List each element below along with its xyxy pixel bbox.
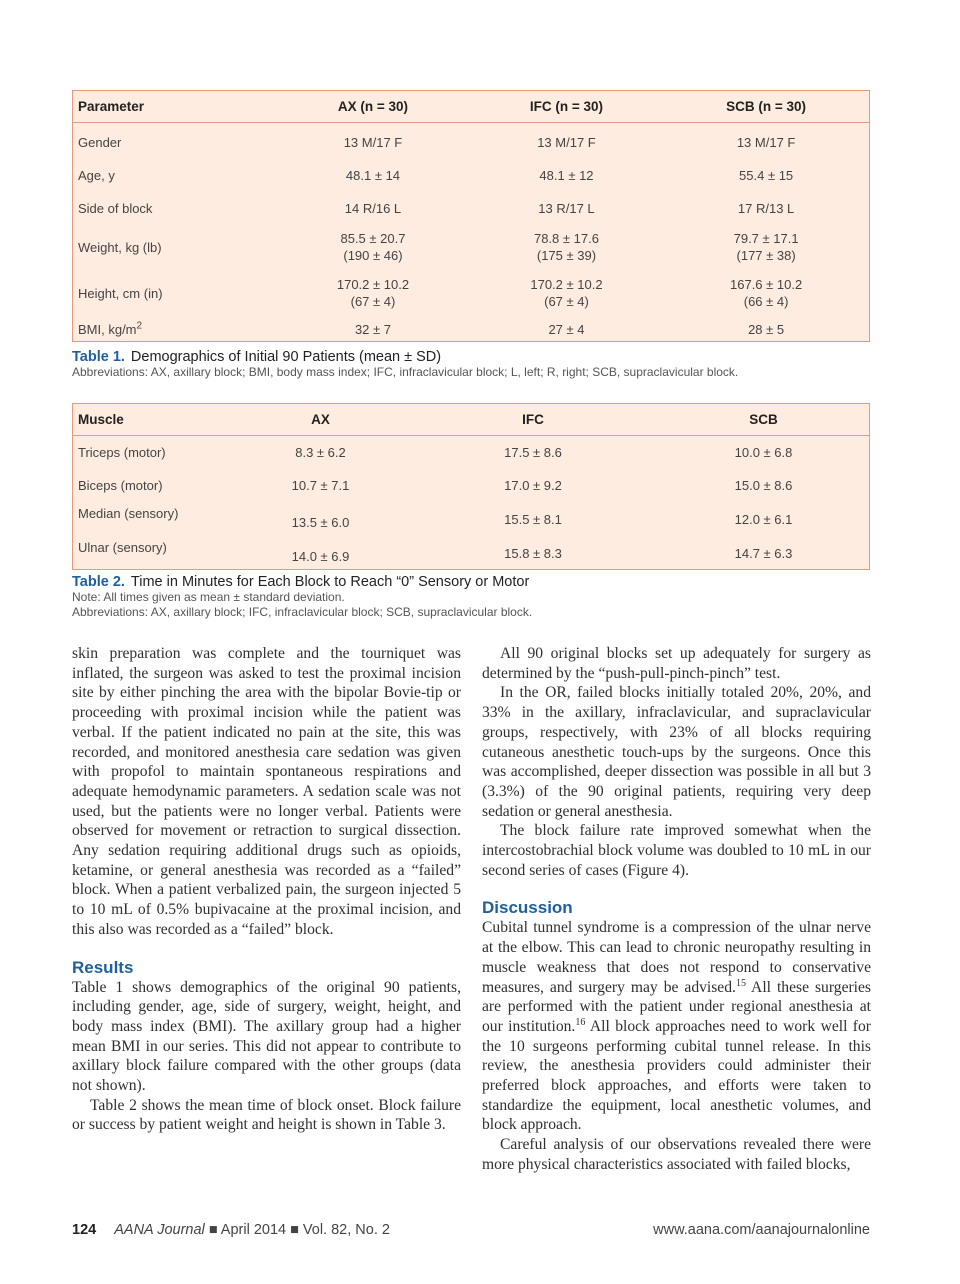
table-1-header [73, 91, 869, 123]
caption-abbreviations: Abbreviations: AX, axillary block; IFC, infraclavicular block; SCB, supraclavicular block. [72, 605, 533, 619]
left-column [72, 644, 461, 1135]
page-footer [72, 1222, 870, 1242]
text-run: All these surgeries are performed with the patient under regional anesthesia at our institution. [482, 978, 871, 1035]
row-label: Side of block [78, 200, 153, 216]
cell-ax: 10.7 ± 7.1 [291, 478, 350, 493]
cell-ifc [470, 276, 664, 310]
cell-ax: 8.3 ± 6.2 [295, 445, 346, 460]
table-row [73, 502, 869, 536]
header-cell: AX [311, 412, 330, 427]
header-cell: IFC (n = 30) [529, 99, 604, 114]
value-line: 170.2 ± 10.2 [336, 277, 410, 292]
cell-ifc: 17.5 ± 8.6 [504, 445, 562, 460]
cell-ifc: 15.8 ± 8.3 [504, 545, 562, 561]
row-label: Triceps (motor) [78, 445, 166, 460]
header-cell: IFC [522, 412, 544, 427]
cell-scb: 14.7 ± 6.3 [734, 545, 793, 561]
cell-ifc: 13 M/17 F [537, 134, 596, 150]
table-row [73, 316, 869, 342]
cell-ax: 32 ± 7 [354, 321, 391, 337]
row-label: Age, y [78, 168, 115, 183]
page-number: 124 [72, 1222, 97, 1238]
journal-name: AANA Journal [114, 1222, 205, 1238]
text-run: All block approaches need to work well for the 10 surgeons performing cubital tunnel release. In this review, the anesthesia providers could administer their preferred block approaches, and efforts were taken to standardize the equipment, local anesthetic volumes, and block approach. [482, 1017, 871, 1134]
table-row [73, 125, 869, 159]
row-label: Height, cm (in) [78, 285, 163, 301]
value-line: 170.2 ± 10.2 [530, 277, 603, 292]
caption-title [72, 574, 872, 590]
cell-ax: 14 R/16 L [344, 200, 402, 216]
value-line: (175 ± 39) [536, 248, 597, 263]
table-1-caption [72, 349, 872, 380]
journal-url: www.aana.com/aanajournalonline [653, 1222, 870, 1238]
header-cell: Muscle [78, 412, 124, 427]
body-paragraph: skin preparation was complete and the tourniquet was inflated, the surgeon was asked to test the proximal incision site by either pinching the area with the bipolar Bovie-tip or proceeding with proximal incision while the patient was verbal. If the patient indicated no pain at the site, this was recorded, and monitored anesthesia care sedation was given with propofol to maintain spontaneous respirations and adequate hemodynamic parameters. A sedation scale was not used, but the patients were no longer verbal. Patients were observed for movement or retraction to surgical dissection. Any sedation requiring additional drugs such as opioids, ketamine, or general anesthesia was recorded as a “failed” block. When a patient verbalized pain, the surgeon injected 5 to 10 mL of 0.5% bupivacaine at the proximal incision, and this also was recorded as a “failed” block. [72, 645, 461, 938]
row-label [73, 322, 276, 337]
row-label: Biceps (motor) [78, 478, 163, 493]
cell-scb: 15.0 ± 8.6 [734, 478, 793, 493]
cell-ifc: 48.1 ± 12 [539, 168, 594, 183]
cell-scb [663, 276, 869, 310]
cell-ax: 14.0 ± 6.9 [291, 548, 350, 564]
citation: 16 [575, 1016, 586, 1028]
body-paragraph: The block failure rate improved somewhat when the intercostobrachial block volume was doubled to 10 mL in our second series of cases (Figure 4). [482, 822, 871, 879]
body-paragraph: All 90 original blocks set up adequately for surgery as determined by the “push-pull-pinch-pinch” test. [482, 645, 871, 682]
caption-text: Demographics of Initial 90 Patients (mean ± SD) [130, 349, 442, 365]
table-row [73, 192, 869, 224]
cell-scb: 12.0 ± 6.1 [734, 511, 793, 527]
cell-ax [276, 276, 470, 310]
cell-ax: 13 M/17 F [343, 134, 403, 150]
cell-ifc: 17.0 ± 9.2 [504, 478, 562, 493]
caption-text: Time in Minutes for Each Block to Reach “0” Sensory or Motor [130, 574, 530, 590]
header-cell: Parameter [78, 99, 145, 114]
caption-number: Table 1. [72, 349, 125, 365]
cell-scb [663, 230, 869, 264]
table-row [73, 159, 869, 192]
table-2 [72, 403, 870, 570]
discussion-heading: Discussion [482, 898, 573, 918]
table-2-header [73, 404, 869, 436]
cell-scb: 28 ± 5 [748, 321, 785, 337]
row-label: Ulnar (sensory) [78, 540, 167, 555]
cell-ifc: 15.5 ± 8.1 [504, 511, 562, 527]
cell-ax: 13.5 ± 6.0 [291, 514, 350, 530]
row-label: Weight, kg (lb) [78, 239, 162, 255]
caption-number: Table 2. [72, 574, 125, 590]
value-line: (67 ± 4) [350, 294, 396, 309]
value-line: (66 ± 4) [743, 294, 789, 309]
cell-ifc: 27 ± 4 [548, 321, 585, 337]
row-label-text: BMI, kg/m [78, 321, 137, 337]
table-row [73, 536, 869, 570]
cell-scb: 17 R/13 L [737, 200, 795, 216]
body-paragraph: Table 2 shows the mean time of block onset. Block failure or success by patient weight and height is shown in Table 3. [72, 1096, 461, 1134]
value-line: (177 ± 38) [736, 248, 796, 263]
value-line: 78.8 ± 17.6 [533, 231, 599, 246]
header-cell: SCB (n = 30) [726, 99, 807, 114]
value-line: 79.7 ± 17.1 [733, 231, 799, 246]
table-1 [72, 90, 870, 342]
row-label-sup: 2 [136, 320, 143, 332]
text-run: Cubital tunnel syndrome is a compression of the ulnar nerve at the elbow. This can lead to chronic neuropathy resulting in muscle weakness that does not respond to conservative measures, and surgery may be advised. [482, 919, 871, 996]
table-row [73, 436, 869, 469]
table-row [73, 224, 869, 270]
value-line: (190 ± 46) [343, 248, 403, 263]
table-row [73, 469, 869, 502]
value-line: (67 ± 4) [544, 294, 589, 309]
cell-ifc: 13 R/17 L [538, 200, 595, 216]
citation: 15 [735, 977, 746, 989]
body-paragraph [482, 918, 871, 1135]
cell-ifc [470, 230, 664, 264]
body-paragraph: Careful analysis of our observations revealed there were more physical characteristics associated with failed blocks, [482, 1136, 871, 1173]
body-paragraph: Table 1 shows demographics of the original 90 patients, including gender, age, side of surgery, weight, height, and body mass index (BMI). The axillary group had a higher mean BMI in our series. This did not appear to contribute to axillary block failure compared with the other groups (data not shown). [72, 978, 461, 1095]
row-label: Median (sensory) [78, 506, 179, 521]
value-line: 85.5 ± 20.7 [340, 231, 406, 246]
journal-issue: ■ April 2014 ■ Vol. 82, No. 2 [208, 1222, 390, 1238]
row-label: Gender [78, 134, 122, 150]
body-paragraph: In the OR, failed blocks initially totaled 20%, 20%, and 33% in the axillary, infraclavicular, and supraclavicular groups, respectively, with 23% of all blocks requiring cutaneous anesthetic touch-ups by the surgeons. Once this was accomplished, deeper dissection was possible in all but 3 (3.3%) of the 90 original patients, requiring very deep sedation or general anesthesia. [482, 684, 871, 820]
header-cell: SCB [749, 412, 778, 427]
results-heading: Results [72, 957, 134, 977]
cell-ax: 48.1 ± 14 [345, 168, 401, 183]
cell-scb: 13 M/17 F [736, 134, 796, 150]
cell-scb: 10.0 ± 6.8 [734, 445, 793, 460]
caption-note: Note: All times given as mean ± standard deviation. [72, 590, 345, 604]
caption-title [72, 349, 872, 365]
value-line: 167.6 ± 10.2 [730, 277, 803, 292]
cell-ax [276, 230, 470, 264]
table-row [73, 270, 869, 316]
right-column [482, 644, 871, 1175]
header-cell: AX (n = 30) [337, 99, 409, 114]
cell-scb: 55.4 ± 15 [739, 168, 794, 183]
caption-abbreviations: Abbreviations: AX, axillary block; BMI, body mass index; IFC, infraclavicular block; L, left; R, right; SCB, supraclavicular block. [72, 365, 739, 379]
table-2-caption [72, 574, 872, 620]
